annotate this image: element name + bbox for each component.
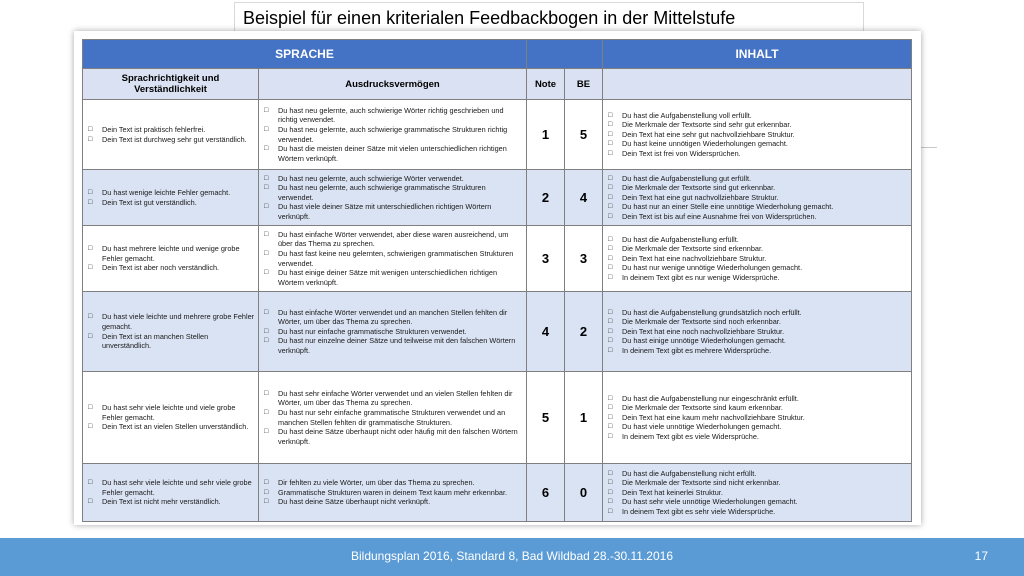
cell-sprachrichtigkeit	[83, 170, 259, 226]
criterion-item: □ Du hast neu gelernte, auch schwierige Wörter richtig geschrieben und richtig verwendet.	[262, 106, 523, 125]
criterion-item: □ Dein Text ist durchweg sehr gut verständlich.	[86, 135, 255, 145]
criterion-item: □ Du hast deine Sätze überhaupt nicht oder häufig mit den falschen Wörtern verknüpft.	[262, 427, 523, 446]
col-header-sprachrichtigkeit: Sprachrichtigkeit und Verständlichkeit	[83, 69, 259, 100]
criterion-item: □ Grammatische Strukturen waren in deinem Text kaum mehr erkennbar.	[262, 488, 523, 498]
criterion-item: □ Du hast nur an einer Stelle eine unnötige Wiederholung gemacht.	[606, 202, 908, 212]
criterion-item: □ Dein Text hat eine sehr gut nachvollziehbare Struktur.	[606, 130, 908, 140]
col-header-note: Note	[527, 69, 565, 100]
criterion-item: □ Du hast einfache Wörter verwendet, aber diese waren ausreichend, um über das Thema zu sprechen.	[262, 230, 523, 249]
cell-ausdruck-list	[262, 308, 523, 356]
cell-note: 4	[527, 292, 565, 372]
criterion-item: □ In deinem Text gibt es nur wenige Widersprüche.	[606, 273, 908, 283]
cell-sprachrichtigkeit	[83, 100, 259, 170]
criterion-item: □ Dein Text ist gut verständlich.	[86, 198, 255, 208]
grade-row	[83, 170, 912, 226]
criterion-item: □ Du hast nur einfache grammatische Strukturen verwendet.	[262, 327, 523, 337]
cell-ausdruck	[259, 226, 527, 292]
cell-inhalt	[603, 372, 912, 464]
slide-title: Beispiel für einen kriterialen Feedbackbogen in der Mittelstufe	[243, 8, 736, 28]
criterion-item: □ Du hast sehr einfache Wörter verwendet und an vielen Stellen fehlten dir Wörter, um über das Thema zu sprechen.	[262, 389, 523, 408]
cell-ausdruck-list	[262, 478, 523, 507]
cell-inhalt-list	[606, 308, 908, 356]
criterion-item: □ Du hast nur wenige unnötige Wiederholungen gemacht.	[606, 263, 908, 273]
cell-inhalt	[603, 292, 912, 372]
criterion-item: □ In deinem Text gibt es mehrere Widersprüche.	[606, 346, 908, 356]
cell-sprachrichtigkeit	[83, 226, 259, 292]
cell-sprachrichtigkeit-list	[86, 188, 255, 207]
cell-be: 1	[565, 372, 603, 464]
slide-title-box	[234, 2, 864, 34]
criterion-item: □ Du hast einfache Wörter verwendet und an manchen Stellen fehlten dir Wörter, um über das Thema zu sprechen.	[262, 308, 523, 327]
criterion-item: □ Du hast mehrere leichte und wenige grobe Fehler gemacht.	[86, 244, 255, 263]
cell-ausdruck-list	[262, 174, 523, 222]
criterion-item: □ Dein Text hat eine gut nachvollziehbare Struktur.	[606, 193, 908, 203]
criterion-item: □ Du hast viele unnötige Wiederholungen gemacht.	[606, 422, 908, 432]
grade-row	[83, 464, 912, 522]
criterion-item: □ In deinem Text gibt es sehr viele Widersprüche.	[606, 507, 908, 517]
grade-row	[83, 226, 912, 292]
criterion-item: □ Du hast die meisten deiner Sätze mit vielen unterschiedlichen richtigen Wörtern verknüpft.	[262, 144, 523, 163]
criterion-item: □ Du hast die Aufgabenstellung gut erfüllt.	[606, 174, 908, 184]
cell-ausdruck-list	[262, 389, 523, 447]
footer-text: Bildungsplan 2016, Standard 8, Bad Wildbad 28.-30.11.2016	[350, 549, 673, 563]
criterion-item: □ Dein Text ist an vielen Stellen unverständlich.	[86, 422, 255, 432]
cell-inhalt-list	[606, 111, 908, 159]
criterion-item: □ Dein Text hat eine kaum mehr nachvollziehbare Struktur.	[606, 413, 908, 423]
criterion-item: □ Du hast fast keine neu gelernten, schwierigen grammatischen Strukturen verwendet.	[262, 249, 523, 268]
criterion-item: □ Du hast einige deiner Sätze mit wenigen unterschiedlichen richtigen Wörtern verknüpft.	[262, 268, 523, 287]
cell-inhalt	[603, 226, 912, 292]
cell-inhalt-list	[606, 394, 908, 442]
cell-ausdruck	[259, 100, 527, 170]
cell-ausdruck-list	[262, 106, 523, 164]
criterion-item: □ Du hast die Aufgabenstellung erfüllt.	[606, 235, 908, 245]
header-spacer	[527, 40, 603, 69]
criterion-item: □ Du hast sehr viele leichte und sehr viele grobe Fehler gemacht.	[86, 478, 255, 497]
criterion-item: □ Die Merkmale der Textsorte sind kaum erkennbar.	[606, 403, 908, 413]
cell-sprachrichtigkeit	[83, 292, 259, 372]
feedback-table	[82, 39, 912, 522]
cell-ausdruck	[259, 292, 527, 372]
criterion-item: □ Die Merkmale der Textsorte sind gut erkennbar.	[606, 183, 908, 193]
criterion-item: □ Du hast die Aufgabenstellung voll erfüllt.	[606, 111, 908, 121]
criterion-item: □ Dein Text hat keinerlei Struktur.	[606, 488, 908, 498]
col-header-inhalt-empty	[603, 69, 912, 100]
col-header-be: BE	[565, 69, 603, 100]
criterion-item: □ Dein Text hat eine nachvollziehbare Struktur.	[606, 254, 908, 264]
cell-be: 2	[565, 292, 603, 372]
criterion-item: □ Du hast neu gelernte, auch schwierige grammatische Strukturen richtig verwendet.	[262, 125, 523, 144]
criterion-item: □ Du hast nur einzelne deiner Sätze und teilweise mit den falschen Wörtern verknüpft.	[262, 336, 523, 355]
criterion-item: □ Dein Text ist an manchen Stellen unverständlich.	[86, 332, 255, 351]
cell-note: 6	[527, 464, 565, 522]
criterion-item: □ Du hast einige unnötige Wiederholungen gemacht.	[606, 336, 908, 346]
criterion-item: □ Die Merkmale der Textsorte sind erkennbar.	[606, 244, 908, 254]
criterion-item: □ Dein Text ist praktisch fehlerfrei.	[86, 125, 255, 135]
cell-inhalt-list	[606, 235, 908, 283]
page-number: 17	[974, 549, 988, 563]
cell-be: 0	[565, 464, 603, 522]
criterion-item: □ Dein Text ist aber noch verständlich.	[86, 263, 255, 273]
criterion-item: □ Du hast nur sehr einfache grammatische Strukturen verwendet und an manchen Stellen fehlten dir grammatische Strukturen.	[262, 408, 523, 427]
grade-row	[83, 372, 912, 464]
cell-be: 5	[565, 100, 603, 170]
cell-sprachrichtigkeit-list	[86, 403, 255, 432]
cell-ausdruck	[259, 464, 527, 522]
cell-sprachrichtigkeit-list	[86, 312, 255, 350]
cell-sprachrichtigkeit-list	[86, 125, 255, 144]
criterion-item: □ Dein Text ist frei von Widersprüchen.	[606, 149, 908, 159]
cell-ausdruck-list	[262, 230, 523, 288]
criterion-item: □ Du hast keine unnötigen Wiederholungen gemacht.	[606, 139, 908, 149]
cell-inhalt-list	[606, 469, 908, 517]
cell-note: 1	[527, 100, 565, 170]
cell-inhalt	[603, 464, 912, 522]
criterion-item: □ Du hast sehr viele leichte und viele grobe Fehler gemacht.	[86, 403, 255, 422]
criterion-item: □ Du hast sehr viele unnötige Wiederholungen gemacht.	[606, 497, 908, 507]
header-row-sub	[83, 69, 912, 100]
cell-inhalt	[603, 170, 912, 226]
criterion-item: □ Die Merkmale der Textsorte sind sehr gut erkennbar.	[606, 120, 908, 130]
header-row-main	[83, 40, 912, 69]
cell-sprachrichtigkeit	[83, 372, 259, 464]
criterion-item: □ Du hast wenige leichte Fehler gemacht.	[86, 188, 255, 198]
criterion-item: □ Du hast die Aufgabenstellung nicht erfüllt.	[606, 469, 908, 479]
criterion-item: □ Die Merkmale der Textsorte sind noch erkennbar.	[606, 317, 908, 327]
footer-bar	[0, 538, 1024, 576]
cell-be: 3	[565, 226, 603, 292]
criterion-item: □ Du hast neu gelernte, auch schwierige grammatische Strukturen verwendet.	[262, 183, 523, 202]
header-inhalt: INHALT	[603, 40, 912, 69]
header-sprache: SPRACHE	[83, 40, 527, 69]
criterion-item: □ In deinem Text gibt es viele Widersprüche.	[606, 432, 908, 442]
criterion-item: □ Du hast die Aufgabenstellung nur eingeschränkt erfüllt.	[606, 394, 908, 404]
grade-row	[83, 100, 912, 170]
criterion-item: □ Du hast die Aufgabenstellung grundsätzlich noch erfüllt.	[606, 308, 908, 318]
cell-sprachrichtigkeit	[83, 464, 259, 522]
cell-ausdruck	[259, 372, 527, 464]
grade-row	[83, 292, 912, 372]
cell-ausdruck	[259, 170, 527, 226]
cell-sprachrichtigkeit-list	[86, 478, 255, 507]
cell-be: 4	[565, 170, 603, 226]
criterion-item: □ Dein Text ist bis auf eine Ausnahme frei von Widersprüchen.	[606, 212, 908, 222]
criterion-item: □ Dein Text ist nicht mehr verständlich.	[86, 497, 255, 507]
cell-note: 3	[527, 226, 565, 292]
criterion-item: □ Du hast viele deiner Sätze mit unterschiedlichen richtigen Wörtern verknüpft.	[262, 202, 523, 221]
cell-note: 5	[527, 372, 565, 464]
cell-inhalt	[603, 100, 912, 170]
criterion-item: □ Dir fehlten zu viele Wörter, um über das Thema zu sprechen.	[262, 478, 523, 488]
criterion-item: □ Dein Text hat eine noch nachvollziehbare Struktur.	[606, 327, 908, 337]
feedback-sheet-image	[74, 31, 921, 525]
criterion-item: □ Du hast viele leichte und mehrere grobe Fehler gemacht.	[86, 312, 255, 331]
criterion-item: □ Du hast neu gelernte, auch schwierige Wörter verwendet.	[262, 174, 523, 184]
criterion-item: □ Du hast deine Sätze überhaupt nicht verknüpft.	[262, 497, 523, 507]
cell-sprachrichtigkeit-list	[86, 244, 255, 273]
criterion-item: □ Die Merkmale der Textsorte sind nicht erkennbar.	[606, 478, 908, 488]
col-header-ausdruck: Ausdrucksvermögen	[259, 69, 527, 100]
cell-note: 2	[527, 170, 565, 226]
cell-inhalt-list	[606, 174, 908, 222]
